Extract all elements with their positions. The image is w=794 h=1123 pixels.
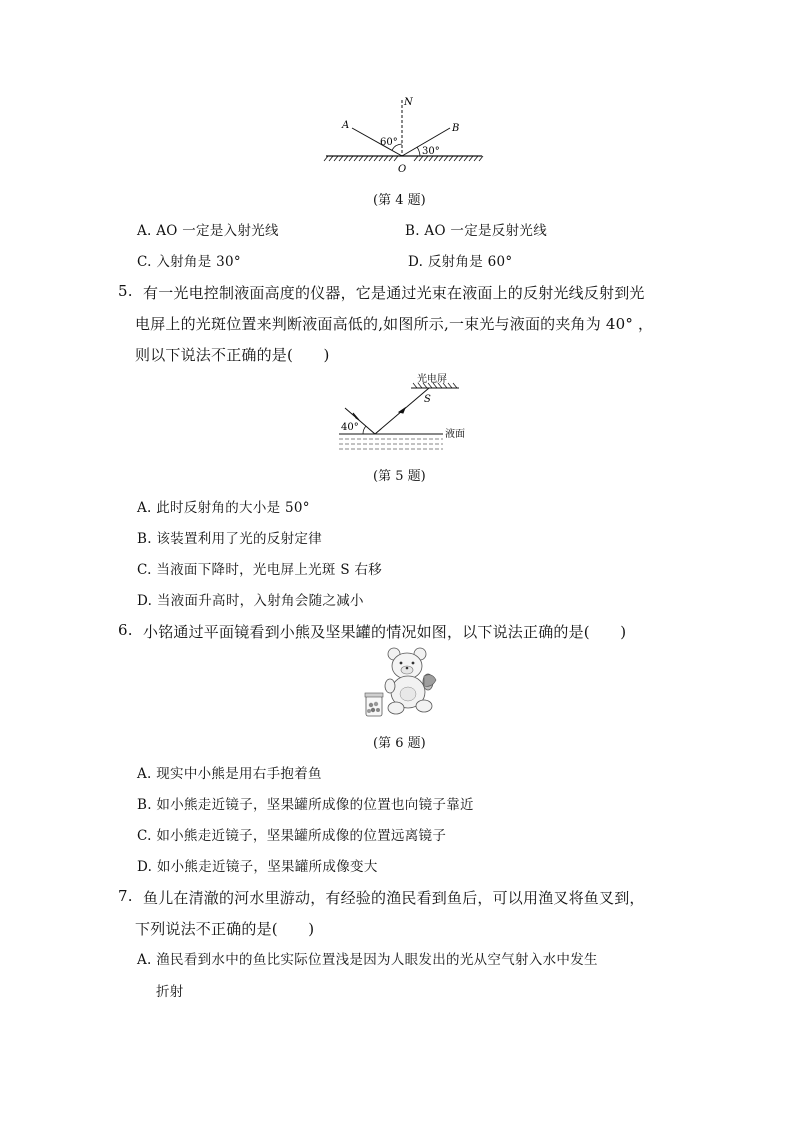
q4-reflection-diagram <box>320 92 490 178</box>
q4-option-a: A. AO 一定是入射光线 <box>137 223 279 239</box>
q5-option-c: C. 当液面下降时，光电屏上光斑 S 右移 <box>137 562 383 578</box>
q7-text-line1: 鱼儿在清澈的河水里游动，有经验的渔民看到鱼后，可以用渔叉将鱼叉到， <box>143 889 645 907</box>
q6-caption: (第 6 题) <box>373 736 426 751</box>
q6-option-b: B. 如小熊走近镜子，坚果罐所成像的位置也向镜子靠近 <box>137 797 474 813</box>
q6-option-a: A. 现实中小熊是用右手抱着鱼 <box>137 766 322 782</box>
q5-label-screen: 光电屏 <box>417 374 447 385</box>
q7-number: 7. <box>118 887 133 905</box>
q4-angle-60: 60° <box>380 137 398 148</box>
q4-caption: (第 4 题) <box>373 193 426 208</box>
q5-option-a: A. 此时反射角的大小是 50° <box>137 500 310 516</box>
q4-option-b: B. AO 一定是反射光线 <box>405 223 548 239</box>
q6-option-d: D. 如小熊走近镜子，坚果罐所成像变大 <box>137 859 378 875</box>
q5-text-line1: 有一光电控制液面高度的仪器，它是通过光束在液面上的反射光线反射到光 <box>143 284 645 302</box>
q4-option-c: C. 入射角是 30° <box>137 254 241 270</box>
q5-liquid-level-diagram <box>335 372 475 454</box>
q5-label-angle: 40° <box>341 422 359 433</box>
q4-label-o: O <box>398 164 407 175</box>
q7-text-line2: 下列说法不正确的是( ) <box>135 920 315 938</box>
q7-option-a-line2: 折射 <box>156 984 184 1000</box>
q7-option-a-line1: A. 渔民看到水中的鱼比实际位置浅是因为人眼发出的光从空气射入水中发生 <box>137 952 598 968</box>
q4-angle-30: 30° <box>422 146 440 157</box>
q4-label-n: N <box>404 97 413 108</box>
q5-number: 5. <box>118 282 133 300</box>
q6-number: 6. <box>118 621 133 639</box>
q4-label-a: A <box>342 120 350 131</box>
q5-label-s: S <box>424 394 431 405</box>
q4-label-b: B <box>452 123 460 134</box>
q6-bear-and-jar-illustration <box>362 646 444 722</box>
q5-caption: (第 5 题) <box>373 469 426 484</box>
q5-option-b: B. 该装置利用了光的反射定律 <box>137 531 323 547</box>
q5-option-d: D. 当液面升高时，入射角会随之减小 <box>137 593 364 609</box>
q5-text-line3: 则以下说法不正确的是( ) <box>135 346 330 364</box>
q6-option-c: C. 如小熊走近镜子，坚果罐所成像的位置远离镜子 <box>137 828 447 844</box>
q5-text-line2: 电屏上的光斑位置来判断液面高低的,如图所示,一束光与液面的夹角为 40° ， <box>135 315 654 333</box>
q6-text-line1: 小铭通过平面镜看到小熊及坚果罐的情况如图，以下说法正确的是( ) <box>143 623 627 641</box>
q5-label-liquid: 液面 <box>445 429 465 440</box>
q4-option-d: D. 反射角是 60° <box>408 254 513 270</box>
